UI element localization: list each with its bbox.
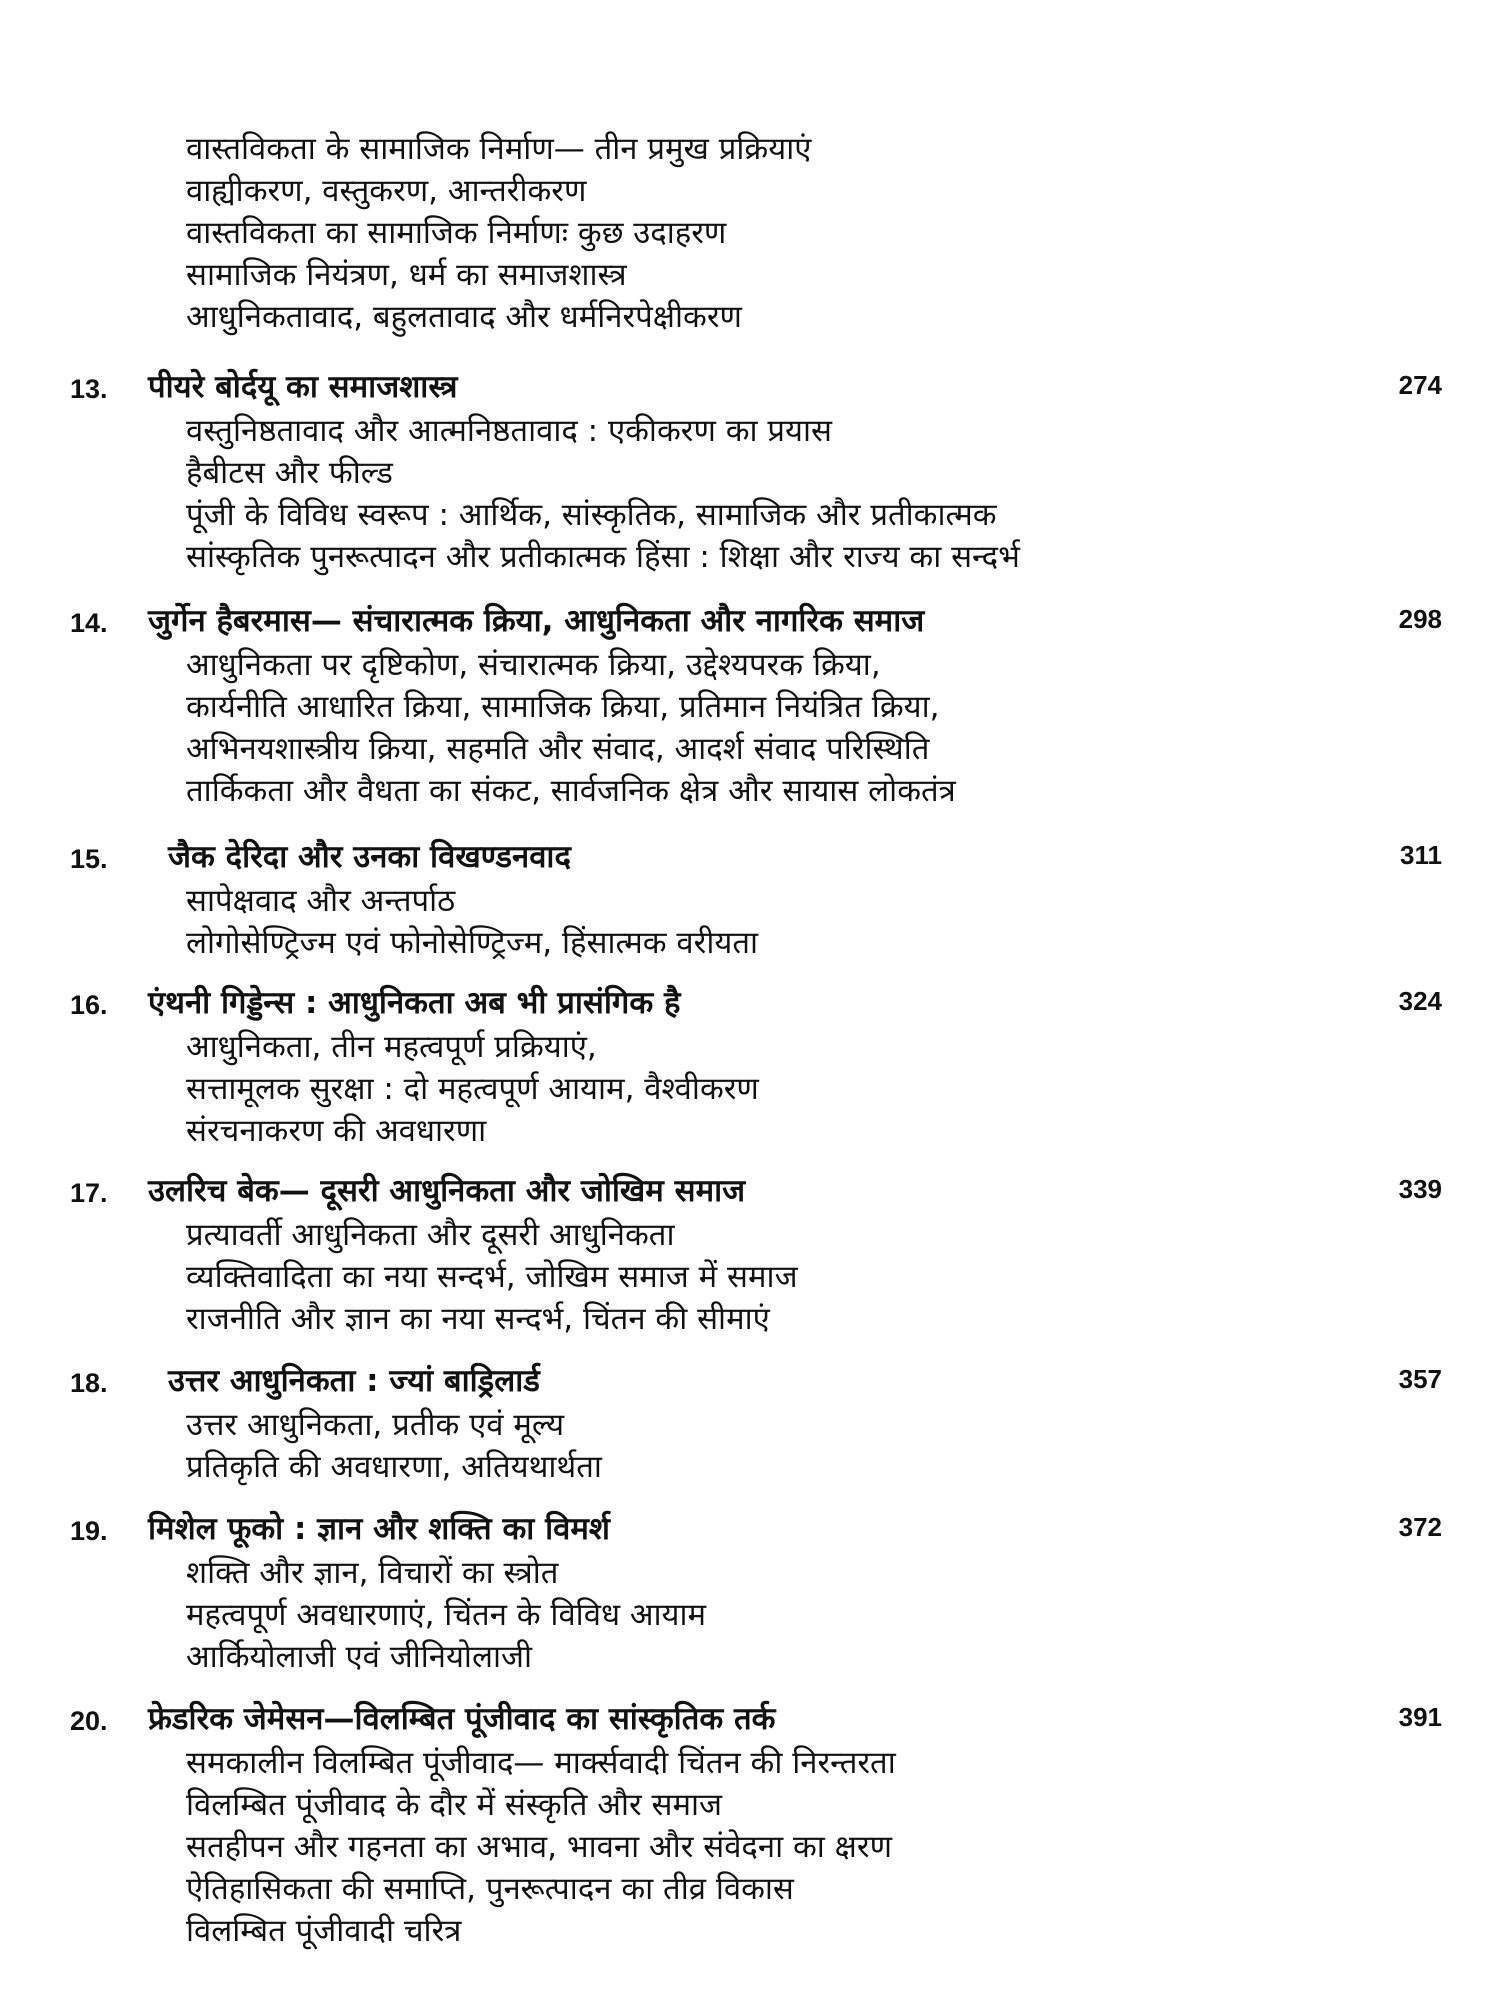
subtopic-line: आधुनिकतावाद, बहुलतावाद और धर्मनिरपेक्षीकरण [186,299,742,335]
subtopic-line: सापेक्षवाद और अन्तर्पाठ [186,883,456,919]
subtopic-line: विलम्बित पूंजीवादी चरित्र [186,1913,462,1949]
chapter-subtopics [0,410,1500,578]
chapter-title: फ्रेडरिक जेमेसन—विलम्बित पूंजीवाद का सांस्कृतिक तर्क [148,1701,776,1737]
subtopic-line: व्यक्तिवादिता का नया सन्दर्भ, जोखिम समाज में समाज [186,1259,798,1295]
subtopic-line: ऐतिहासिकता की समाप्ति, पुनरूत्पादन का तीव्र विकास [186,1871,794,1907]
subtopic-line: शक्ति और ज्ञान, विचारों का स्त्रोत [186,1555,559,1591]
chapter-title: उलरिच बेक— दूसरी आधुनिकता और जोखिम समाज [148,1173,746,1209]
subtopic-line: तार्किकता और वैधता का संकट, सार्वजनिक क्षेत्र और सायास लोकतंत्र [186,773,956,809]
chapter-page-number: 391 [1398,1702,1442,1732]
chapter-number: 17. [70,1178,108,1208]
chapter-page-number: 274 [1398,370,1442,400]
chapter-title: जुर्गेन हैबरमास— संचारात्मक क्रिया, आधुनिकता और नागरिक समाज [148,603,925,639]
chapter-number: 14. [70,608,108,638]
chapter-heading [0,982,1500,1026]
subtopic-line: हैबीटस और फील्ड [186,455,393,491]
chapter-heading [0,366,1500,410]
chapter-title: एंथनी गिड्डेन्स : आधुनिकता अब भी प्रासंगिक है [148,985,681,1021]
subtopic-line: प्रत्यावर्ती आधुनिकता और दूसरी आधुनिकता [186,1217,675,1253]
subtopic-line: विलम्बित पूंजीवाद के दौर में संस्कृति और समाज [186,1787,723,1823]
chapter-13 [0,366,1500,578]
chapter-page-number: 372 [1398,1512,1442,1542]
chapter-19 [0,1508,1500,1678]
chapter-18 [0,1360,1500,1488]
chapter-number: 13. [70,374,108,404]
subtopic-line: प्रतिकृति की अवधारणा, अतियथार्थता [186,1449,602,1485]
subtopic-line: अभिनयशास्त्रीय क्रिया, सहमति और संवाद, आदर्श संवाद परिस्थिति [186,731,930,767]
chapter-number: 19. [70,1516,108,1546]
chapter-title: पीयरे बोर्दयू का समाजशास्त्र [148,369,458,405]
chapter-page-number: 298 [1398,604,1442,634]
chapter-number: 18. [70,1368,108,1398]
intro-subtopics [186,128,1386,338]
chapter-number: 15. [70,844,108,874]
chapter-number: 20. [70,1706,108,1736]
chapter-subtopics [0,1552,1500,1678]
subtopic-line: आधुनिकता पर दृष्टिकोण, संचारात्मक क्रिया, उद्देश्यपरक क्रिया, [186,647,881,683]
chapter-heading [0,836,1500,880]
chapter-subtopics [0,1026,1500,1152]
chapter-subtopics [0,644,1500,812]
subtopic-line: उत्तर आधुनिकता, प्रतीक एवं मूल्य [186,1407,565,1443]
subtopic-line: महत्वपूर्ण अवधारणाएं, चिंतन के विविध आयाम [186,1597,707,1633]
chapter-page-number: 339 [1398,1174,1442,1204]
chapter-subtopics [0,1742,1500,1952]
subtopic-line: कार्यनीति आधारित क्रिया, सामाजिक क्रिया, प्रतिमान नियंत्रित क्रिया, [186,689,940,725]
subtopic-line: समकालीन विलम्बित पूंजीवाद— मार्क्सवादी चिंतन की निरन्तरता [186,1745,896,1781]
chapter-subtopics [0,1214,1500,1340]
subtopic-line: आर्कियोलाजी एवं जीनियोलाजी [186,1639,533,1675]
subtopic-line: लोगोसेण्ट्रिज्म एवं फोनोसेण्ट्रिज्म, हिंसात्मक वरीयता [186,925,759,961]
subtopic-line: आधुनिकता, तीन महत्वपूर्ण प्रक्रियाएं, [186,1029,597,1065]
subtopic-line: वाह्यीकरण, वस्तुकरण, आन्तरीकरण [186,173,587,209]
chapter-subtopics [0,880,1500,964]
chapter-page-number: 311 [1400,840,1442,870]
chapter-heading [0,1508,1500,1552]
subtopic-line: सतहीपन और गहनता का अभाव, भावना और संवेदना का क्षरण [186,1829,892,1865]
chapter-heading [0,1360,1500,1404]
subtopic-line: पूंजी के विविध स्वरूप : आर्थिक, सांस्कृतिक, सामाजिक और प्रतीकात्मक [186,497,997,533]
subtopic-line: वास्तविकता के सामाजिक निर्माण— तीन प्रमुख प्रक्रियाएं [186,131,812,167]
chapter-page-number: 357 [1398,1364,1442,1394]
chapter-14 [0,600,1500,812]
chapter-heading [0,1698,1500,1742]
chapter-subtopics [0,1404,1500,1488]
subtopic-line: राजनीति और ज्ञान का नया सन्दर्भ, चिंतन की सीमाएं [186,1301,770,1337]
chapter-heading [0,600,1500,644]
chapter-heading [0,1170,1500,1214]
chapter-title: उत्तर आधुनिकता : ज्यां बाड्रिलार्ड [168,1363,540,1399]
chapter-17 [0,1170,1500,1340]
chapter-page-number: 324 [1398,986,1442,1016]
chapter-number: 16. [70,990,108,1020]
subtopic-line: वस्तुनिष्ठतावाद और आत्मनिष्ठतावाद : एकीकरण का प्रयास [186,413,833,449]
chapter-title: जैक देरिदा और उनका विखण्डनवाद [168,839,571,875]
chapter-20 [0,1698,1500,1952]
subtopic-line: संरचनाकरण की अवधारणा [186,1113,487,1149]
chapter-16 [0,982,1500,1152]
chapter-title: मिशेल फूको : ज्ञान और शक्ति का विमर्श [148,1511,610,1547]
subtopic-line: वास्तविकता का सामाजिक निर्माणः कुछ उदाहरण [186,215,727,251]
chapter-15 [0,836,1500,964]
subtopic-line: सत्तामूलक सुरक्षा : दो महत्वपूर्ण आयाम, वैश्वीकरण [186,1071,759,1107]
subtopic-line: सामाजिक नियंत्रण, धर्म का समाजशास्त्र [186,257,627,293]
subtopic-line: सांस्कृतिक पुनरूत्पादन और प्रतीकात्मक हिंसा : शिक्षा और राज्य का सन्दर्भ [186,539,1020,575]
